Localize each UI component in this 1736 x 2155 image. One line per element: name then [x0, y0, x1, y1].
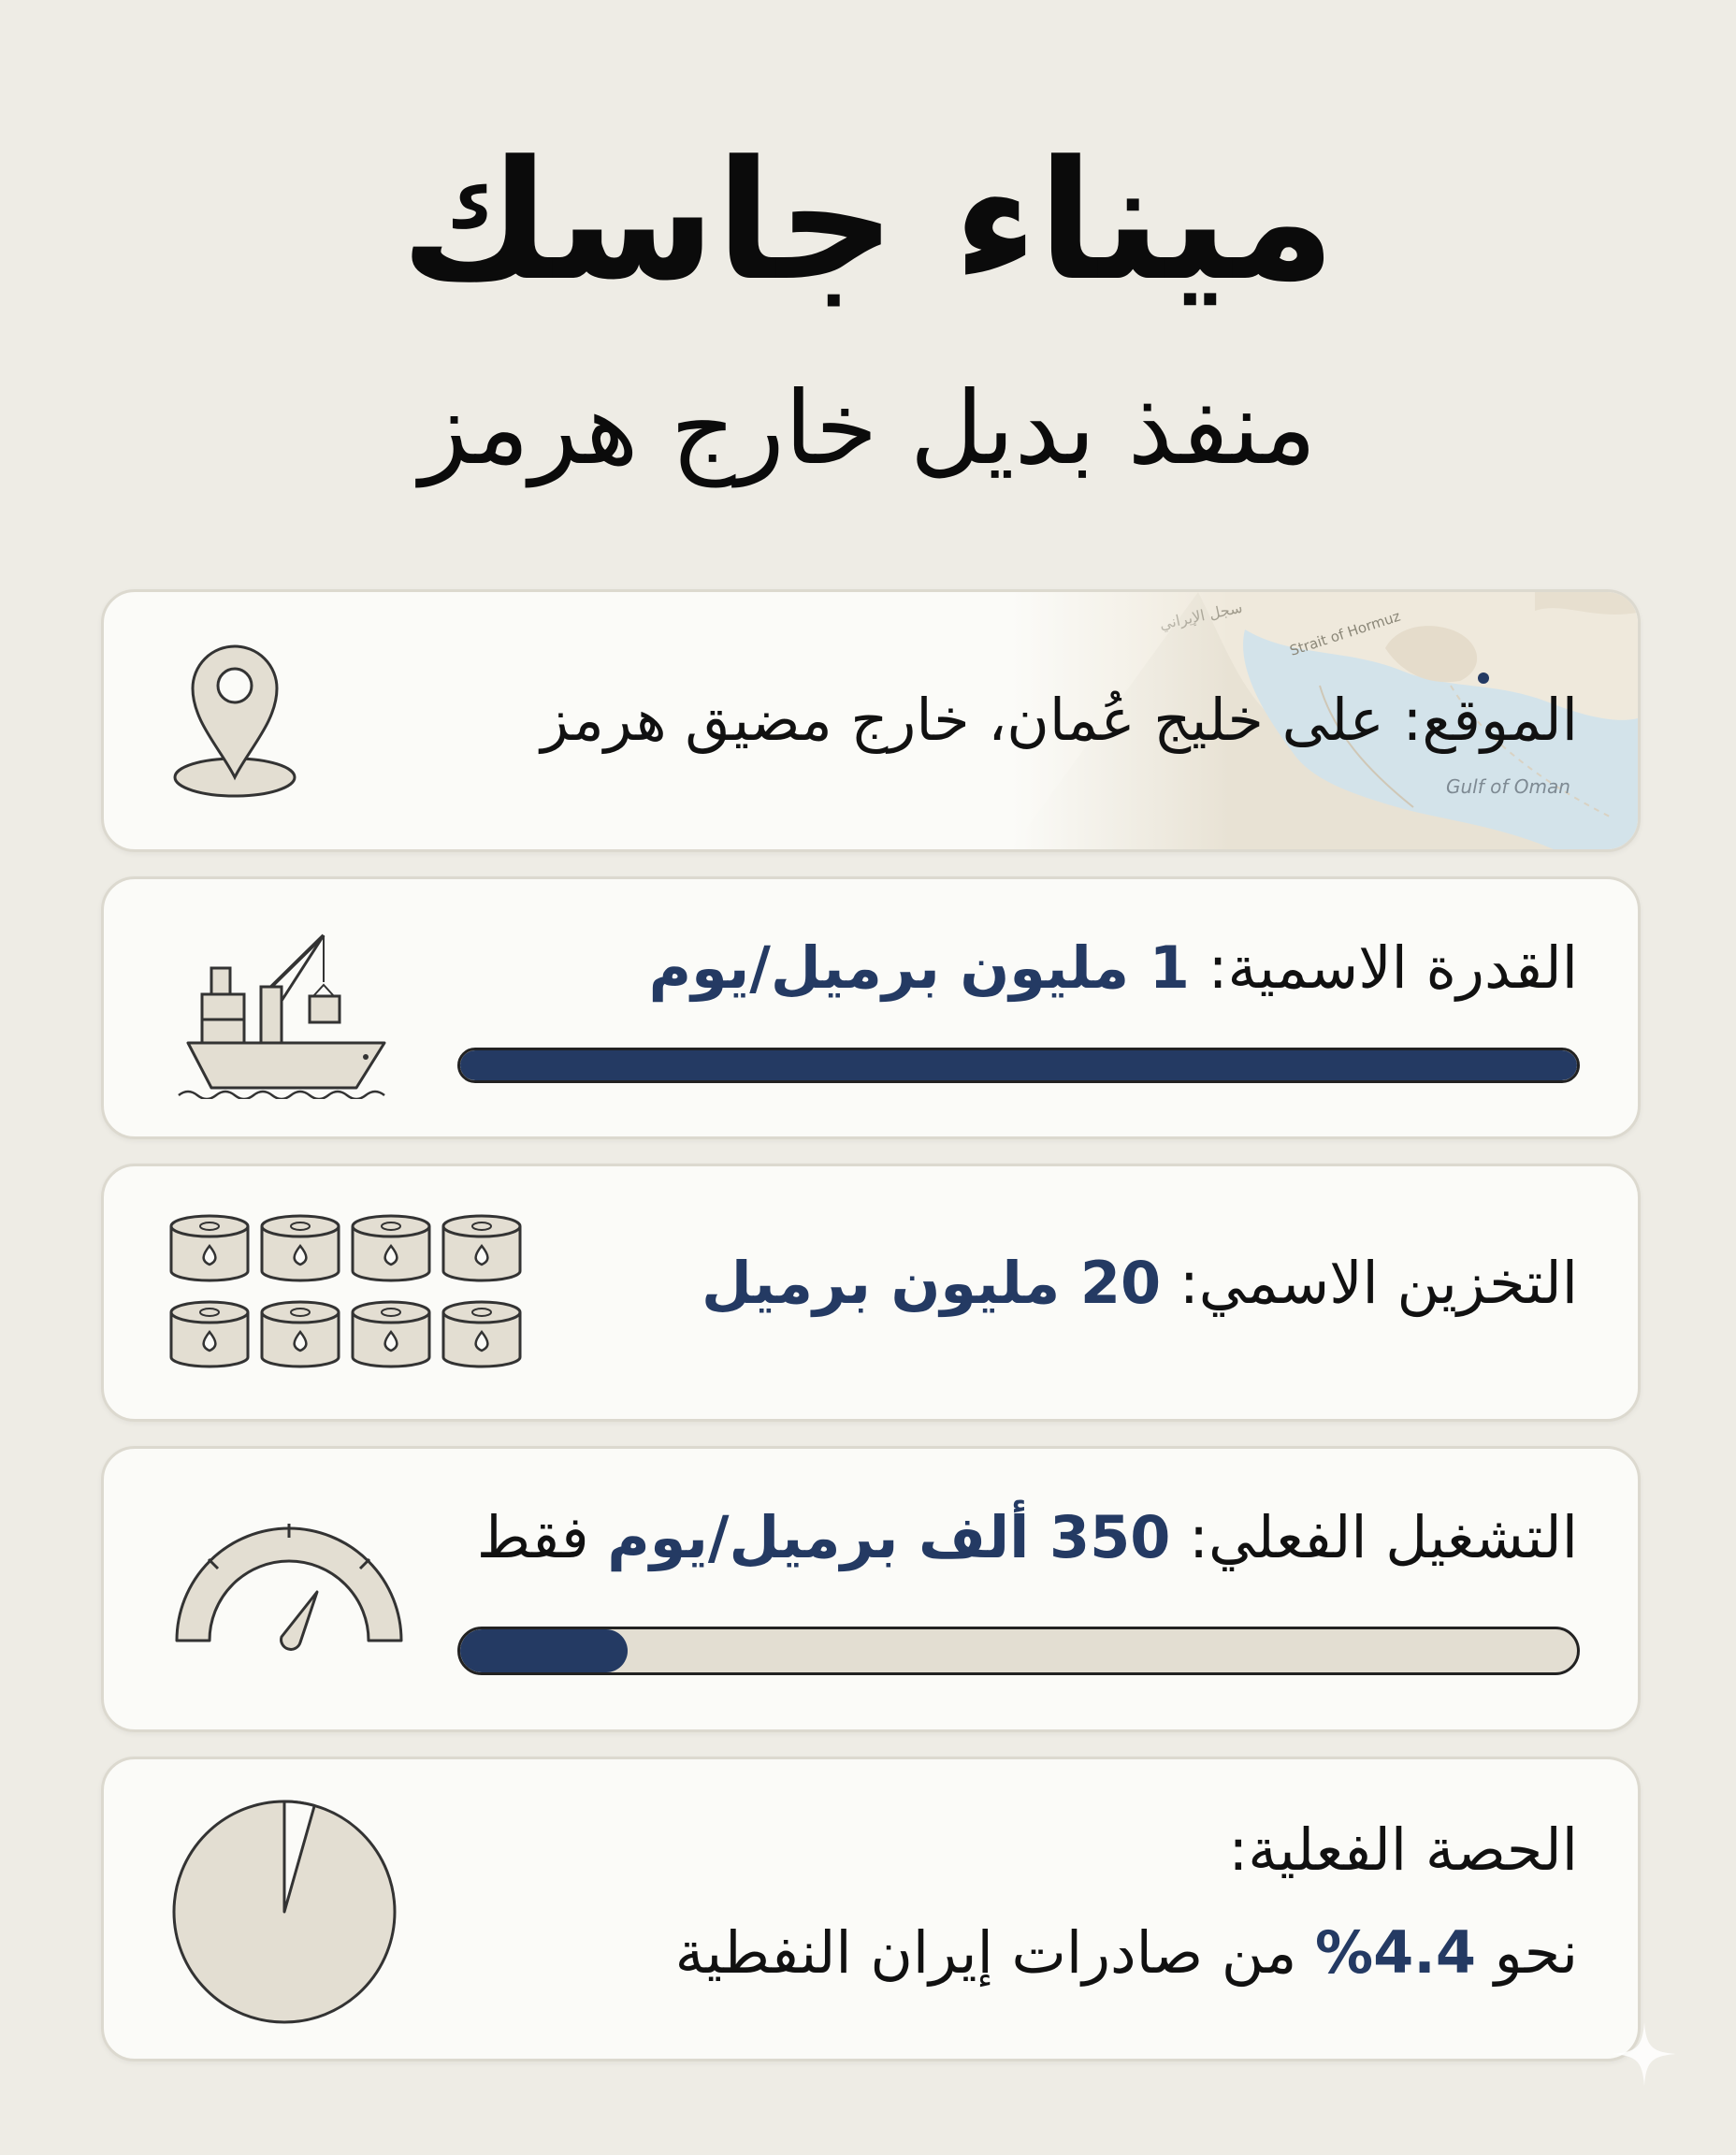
gauge-icon [167, 1519, 411, 1669]
share-prefix: نحو [1475, 1918, 1578, 1987]
oil-tank-icon [353, 1302, 429, 1367]
storage-label: التخزين الاسمي: [1161, 1249, 1578, 1317]
operation-value: 350 ألف برميل/يوم [607, 1503, 1171, 1571]
oil-tank-icon [262, 1216, 339, 1280]
map-pin-icon [169, 637, 300, 805]
operation-bar-fill [460, 1629, 628, 1672]
share-value: 4.4% [1315, 1918, 1476, 1987]
operation-text [477, 1503, 1578, 1572]
capacity-text [649, 933, 1578, 1003]
oil-tank-icon [171, 1302, 248, 1367]
share-suffix: من صادرات إيران النفطية [674, 1918, 1316, 1987]
capacity-value: 1 مليون برميل/يوم [648, 933, 1190, 1002]
share-text [675, 1918, 1578, 1988]
location-card [101, 589, 1641, 852]
operation-card [101, 1446, 1641, 1732]
capacity-card [101, 876, 1641, 1139]
oil-tank-icon [171, 1216, 248, 1280]
oil-tank-icon [353, 1216, 429, 1280]
share-label: الحصة الفعلية: [1228, 1815, 1578, 1884]
page-title: ميناء جاسك [400, 125, 1336, 317]
storage-value: 20 مليون برميل [701, 1249, 1162, 1317]
oil-tank-icon [443, 1216, 520, 1280]
storage-card [101, 1164, 1641, 1422]
operation-label: التشغيل الفعلي: [1170, 1503, 1578, 1571]
storage-text [702, 1249, 1578, 1318]
cargo-ship-icon [169, 931, 412, 1099]
share-card [101, 1757, 1641, 2061]
oil-tank-icon [262, 1302, 339, 1367]
oil-tanks-icon [169, 1213, 543, 1381]
operation-suffix: فقط [476, 1503, 608, 1571]
capacity-bar [457, 1048, 1580, 1083]
pie-chart-icon [167, 1795, 401, 2029]
operation-bar [457, 1627, 1580, 1675]
location-text: الموقع: على خليج عُمان، خارج مضيق هرمز [541, 686, 1578, 754]
capacity-bar-fill [460, 1050, 1577, 1080]
page-subtitle: منفذ بديل خارج هرمز [419, 370, 1317, 487]
capacity-label: القدرة الاسمية: [1189, 933, 1578, 1002]
oil-tank-icon [443, 1302, 520, 1367]
sparkle-icon [1611, 2020, 1678, 2088]
